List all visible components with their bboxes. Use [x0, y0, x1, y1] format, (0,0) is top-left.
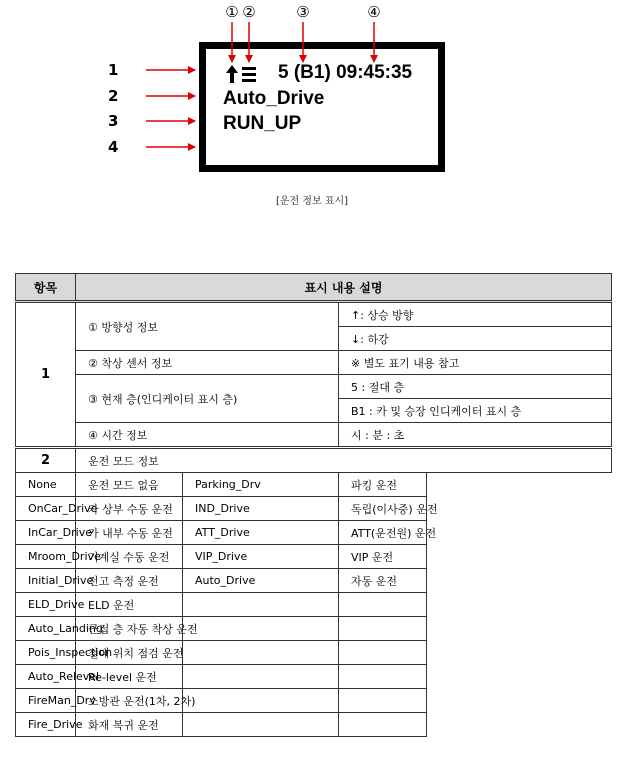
- mode-description: 절대 위치 점검 운전: [76, 641, 183, 665]
- mode-description: 소방관 운전(1차, 2차): [76, 689, 183, 713]
- mode-code: [183, 713, 339, 737]
- table-row: [16, 497, 612, 521]
- direction-down-value: ↓: 하강: [339, 327, 612, 351]
- table-row: [16, 713, 612, 737]
- callout-number-4: ④: [367, 3, 381, 21]
- mode-description: 독립(이사중) 운전: [339, 497, 427, 521]
- mode-description: [339, 689, 427, 713]
- table-row: [16, 593, 612, 617]
- table-row: [16, 569, 612, 593]
- row-number-3: 3: [108, 112, 119, 130]
- mode-code: Parking_Drv: [183, 473, 339, 497]
- display-diagram: [0, 0, 624, 215]
- mode-description: ELD 운전: [76, 593, 183, 617]
- table-row: [16, 641, 612, 665]
- table-row: [16, 375, 612, 399]
- mode-description: 카 상부 수동 운전: [76, 497, 183, 521]
- mode-code: [183, 689, 339, 713]
- time-info-label: ④ 시간 정보: [76, 423, 339, 448]
- mode-code: Mroom_Drive: [16, 545, 76, 569]
- mode-description: [339, 593, 427, 617]
- mode-code: [183, 593, 339, 617]
- table-row: [16, 448, 612, 473]
- drive-mode-title: 운전 모드 정보: [76, 448, 612, 473]
- callout-number-2: ②: [242, 3, 256, 21]
- table-row: [16, 665, 612, 689]
- mode-code: Auto_Drive: [183, 569, 339, 593]
- mode-description: 운전 모드 없음: [76, 473, 183, 497]
- mode-code: IND_Drive: [183, 497, 339, 521]
- row-number-1: 1: [108, 61, 119, 79]
- mode-code: FireMan_Drv: [16, 689, 76, 713]
- lcd-run-status: RUN_UP: [223, 113, 302, 134]
- mode-code: ATT_Drive: [183, 521, 339, 545]
- mode-code: Fire_Drive: [16, 713, 76, 737]
- mode-description: VIP 운전: [339, 545, 427, 569]
- callout-number-1: ①: [225, 3, 239, 21]
- mode-description: 파킹 운전: [339, 473, 427, 497]
- table-row: [16, 617, 612, 641]
- table-row: [16, 302, 612, 327]
- row-number-4: 4: [108, 138, 119, 156]
- mode-code: Initial_Drive: [16, 569, 76, 593]
- mode-code: None: [16, 473, 76, 497]
- mode-description: ATT(운전원) 운전: [339, 521, 427, 545]
- lcd-drive-mode: Auto_Drive: [223, 88, 325, 109]
- time-info-value: 시 : 분 : 초: [339, 423, 612, 448]
- mode-code: [183, 617, 339, 641]
- mode-code: OnCar_Drive: [16, 497, 76, 521]
- section-2-item: 2: [16, 448, 76, 473]
- table-row: [16, 473, 612, 497]
- mode-description: 전고 측정 운전: [76, 569, 183, 593]
- mode-code: [183, 665, 339, 689]
- mode-description: Re-level 운전: [76, 665, 183, 689]
- mode-code: Auto_Relevel: [16, 665, 76, 689]
- mode-code: Auto_Landing: [16, 617, 76, 641]
- table-row: [16, 689, 612, 713]
- mode-code: [183, 641, 339, 665]
- row-number-2: 2: [108, 87, 119, 105]
- header-description: 표시 내용 설명: [76, 274, 612, 302]
- mode-code: InCar_Drive: [16, 521, 76, 545]
- landing-sensor-icon: [242, 67, 256, 82]
- display-info-table: [15, 273, 612, 737]
- table-row: [16, 521, 612, 545]
- diagram-caption: [운전 정보 표시]: [275, 196, 349, 207]
- mode-code: VIP_Drive: [183, 545, 339, 569]
- mode-description: 자동 운전: [339, 569, 427, 593]
- absolute-floor-value: 5 : 절대 층: [339, 375, 612, 399]
- mode-description: 카 내부 수동 운전: [76, 521, 183, 545]
- table-row: [16, 351, 612, 375]
- mode-description: 화재 복귀 운전: [76, 713, 183, 737]
- up-arrow-icon: [226, 65, 238, 83]
- landing-sensor-value: ※ 별도 표기 내용 참고: [339, 351, 612, 375]
- lcd-screen: [199, 42, 445, 172]
- direction-info-label: ① 방향성 정보: [76, 302, 339, 351]
- current-floor-label: ③ 현재 층(인디케이터 표시 층): [76, 375, 339, 423]
- callout-number-3: ③: [296, 3, 310, 21]
- section-1-item: 1: [16, 302, 76, 448]
- table-header-row: [16, 274, 612, 302]
- mode-code: Pois_Inspection: [16, 641, 76, 665]
- indicator-floor-value: B1 : 카 및 승장 인디케이터 표시 층: [339, 399, 612, 423]
- table-row: [16, 545, 612, 569]
- header-item: 항목: [16, 274, 76, 302]
- mode-description: [339, 665, 427, 689]
- mode-description: [339, 617, 427, 641]
- mode-code: ELD_Drive: [16, 593, 76, 617]
- lcd-floor-time: 5 (B1) 09:45:35: [278, 62, 413, 83]
- mode-description: 기계실 수동 운전: [76, 545, 183, 569]
- table-row: [16, 423, 612, 448]
- direction-up-value: ↑: 상승 방향: [339, 302, 612, 327]
- mode-description: 근접 층 자동 착상 운전: [76, 617, 183, 641]
- landing-sensor-label: ② 착상 센서 정보: [76, 351, 339, 375]
- mode-description: [339, 713, 427, 737]
- mode-description: [339, 641, 427, 665]
